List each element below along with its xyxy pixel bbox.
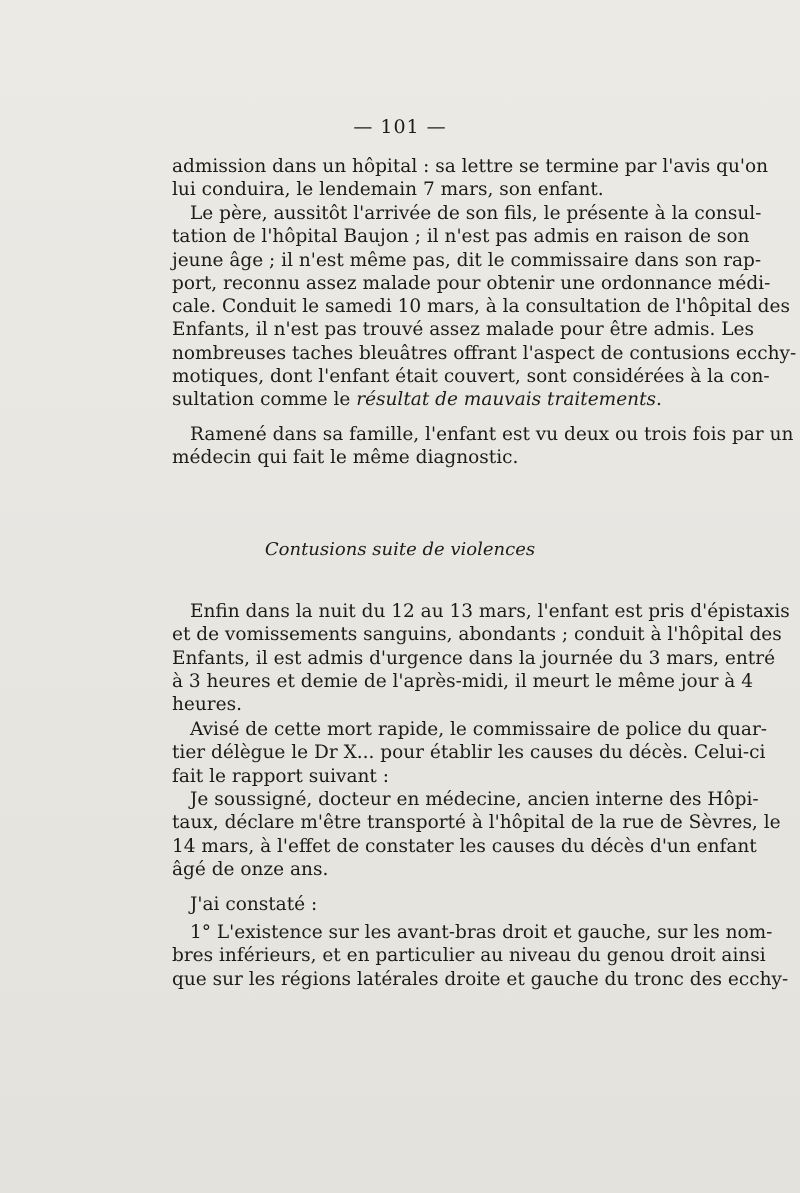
text-line: motiques, dont l'enfant était couvert, sont considérées à la con-: [172, 366, 770, 388]
text-line: heures.: [172, 694, 242, 716]
text-line: port, reconnu assez malade pour obtenir une ordonnance médi-: [172, 272, 771, 294]
text-line: âgé de onze ans.: [172, 858, 329, 880]
paragraph: [172, 893, 704, 916]
text-line: Je soussigné, docteur en médecine, ancien interne des Hôpi-: [190, 789, 759, 810]
text-line: Le père, aussitôt l'arrivée de son fils, le présente à la consul-: [190, 203, 762, 224]
paragraph: [172, 600, 790, 716]
text-line: à 3 heures et demie de l'après-midi, il meurt le même jour à 4: [172, 670, 753, 692]
text-line: médecin qui fait le même diagnostic.: [172, 447, 519, 469]
text-line: nombreuses taches bleuâtres offrant l'aspect de contusions ecchy-: [172, 342, 797, 364]
text-line: Enfants, il n'est pas trouvé assez malade pour être admis. Les: [172, 319, 755, 341]
text-line: Ramené dans sa famille, l'enfant est vu deux ou trois fois par un: [190, 424, 794, 445]
text-line: jeune âge ; il n'est même pas, dit le commissaire dans son rap-: [172, 249, 762, 271]
paragraph: [172, 155, 769, 202]
text-line: Enfants, il est admis d'urgence dans la journée du 3 mars, entré: [172, 647, 776, 669]
italic-phrase: résultat de mauvais traitements: [356, 389, 657, 411]
text-line: 1° L'existence sur les avant-bras droit et gauche, sur les nom-: [190, 922, 773, 943]
text-line: Enfin dans la nuit du 12 au 13 mars, l'enfant est pris d'épistaxis: [190, 601, 790, 622]
paragraph: [172, 423, 794, 470]
paragraph: [172, 921, 789, 991]
text-run: .: [656, 389, 662, 411]
text-line: tier délègue le Dr X... pour établir les causes du décès. Celui-ci: [172, 742, 766, 764]
text-line: lui conduira, le lendemain 7 mars, son enfant.: [172, 179, 604, 201]
text-run: sultation comme le: [172, 389, 357, 411]
text-line: et de vomissements sanguins, abondants ; conduit à l'hôpital des: [172, 624, 782, 646]
text-line: bres inférieurs, et en particulier au niveau du genou droit ainsi: [172, 945, 766, 967]
text-line: admission dans un hôpital : sa lettre se termine par l'avis qu'on: [172, 156, 769, 177]
text-line: Avisé de cette mort rapide, le commissaire de police du quar-: [190, 719, 768, 740]
text-line: J'ai constaté :: [190, 894, 318, 915]
text-line: 14 mars, à l'effet de constater les causes du décès d'un enfant: [172, 835, 757, 857]
text-line: tation de l'hôpital Baujon ; il n'est pas admis en raison de son: [172, 226, 750, 248]
text-line: taux, déclare m'être transporté à l'hôpital de la rue de Sèvres, le: [172, 812, 781, 834]
page-number: — 101 —: [353, 116, 447, 138]
section-subheading: Contusions suite de violences: [264, 539, 536, 560]
paragraph: [172, 202, 797, 412]
text-line: fait le rapport suivant :: [172, 765, 389, 787]
text-line: que sur les régions latérales droite et gauche du tronc des ecchy-: [172, 968, 789, 990]
text-line-mixed: [172, 388, 704, 411]
text-line: cale. Conduit le samedi 10 mars, à la consultation de l'hôpital des: [172, 296, 790, 318]
paragraph: [172, 788, 781, 881]
paragraph: [172, 718, 768, 788]
